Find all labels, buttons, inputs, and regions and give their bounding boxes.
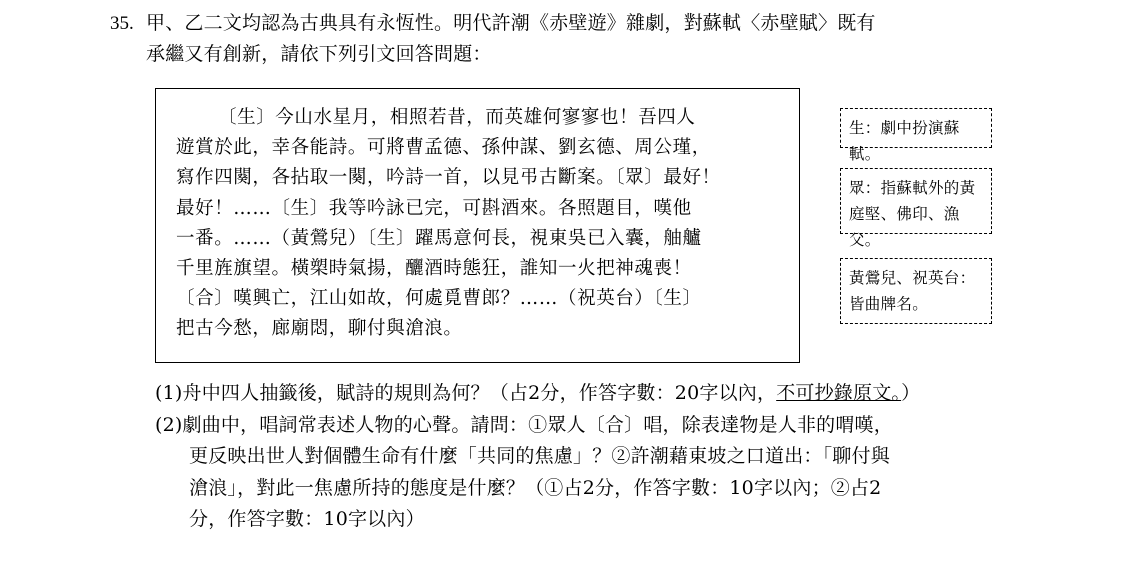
question-stem (110, 8, 1020, 70)
sub-question-1-underlined-text: 不可抄錄原文。 (776, 382, 902, 404)
passage-line: 最好！……〔生〕我等吟詠已完，可斟酒來。各照題目，嘆他 (176, 197, 692, 219)
annotation-note-qupai: 黃鶯兒、祝英台：皆曲牌名。 (840, 258, 992, 324)
annotation-note-sheng: 生：劇中扮演蘇軾。 (840, 108, 992, 148)
passage-line: 把古今愁，廊廟悶，聊付與滄浪。 (176, 318, 463, 340)
sub-question-1-body (183, 378, 1020, 410)
sub-question-1-text-after: ） (901, 382, 921, 404)
sub-question-2-label: (2) (155, 413, 183, 436)
question-number: 35. (110, 13, 134, 34)
sub-question-2-line-4: 分，作答字數：10字以內） (189, 508, 425, 530)
sub-question-2-line-3: 滄浪」，對此一焦慮所持的態度是什麼？（①占2分，作答字數：10字以內；②占2 (189, 476, 882, 499)
sub-question-1 (155, 378, 1020, 410)
annotation-note-zhong: 眾：指蘇軾外的黃庭堅、佛印、漁父。 (840, 168, 992, 234)
passage-line: 〔合〕嘆興亡，江山如故，何處覓曹郎？……（祝英台）〔生〕 (176, 288, 702, 310)
sub-question-1-label: (1) (155, 382, 183, 404)
passage-line: 一番。……（黃鶯兒）〔生〕躍馬意何長，視東吳已入囊，舳艫 (176, 227, 702, 249)
sub-question-2-line-1: 劇曲中，唱詞常表述人物的心聲。請問：①眾人〔合〕唱，除表達物是人非的喟嘆， (182, 413, 893, 436)
sub-question-2 (155, 410, 1020, 442)
passage-line: 〔生〕今山水星月，相照若昔，而英雄何寥寥也！吾四人 (218, 107, 696, 128)
question-stem-line-2: 承繼又有創新，請依下列引文回答問題： (146, 43, 492, 65)
sub-question-1-text-before: 舟中四人抽籤後，賦詩的規則為何？（占2分，作答字數：20字以內， (182, 382, 777, 404)
quoted-passage-box (155, 88, 800, 363)
passage-line: 千里旌旗望。橫槊時氣揚，釃酒時態狂，誰知一火把神魂喪！ (176, 258, 692, 280)
passage-line: 寫作四闋，各拈取一闋，吟詩一首，以見弔古斷案。〔眾〕最好！ (176, 167, 721, 189)
sub-question-2-line-2: 更反映出世人對個體生命有什麼「共同的焦慮」？②許潮藉東坡之口道出：「聊付與 (189, 445, 890, 467)
sub-questions (155, 378, 1020, 536)
passage-line: 遊賞於此，幸各能詩。可將曹孟德、孫仲謀、劉玄德、周公瑾， (176, 137, 711, 159)
question-stem-line-1: 甲、乙二文均認為古典具有永恆性。明代許潮《赤壁遊》雜劇，對蘇軾〈赤壁賦〉既有 (146, 12, 876, 34)
question-stem-first-row (110, 8, 1020, 39)
